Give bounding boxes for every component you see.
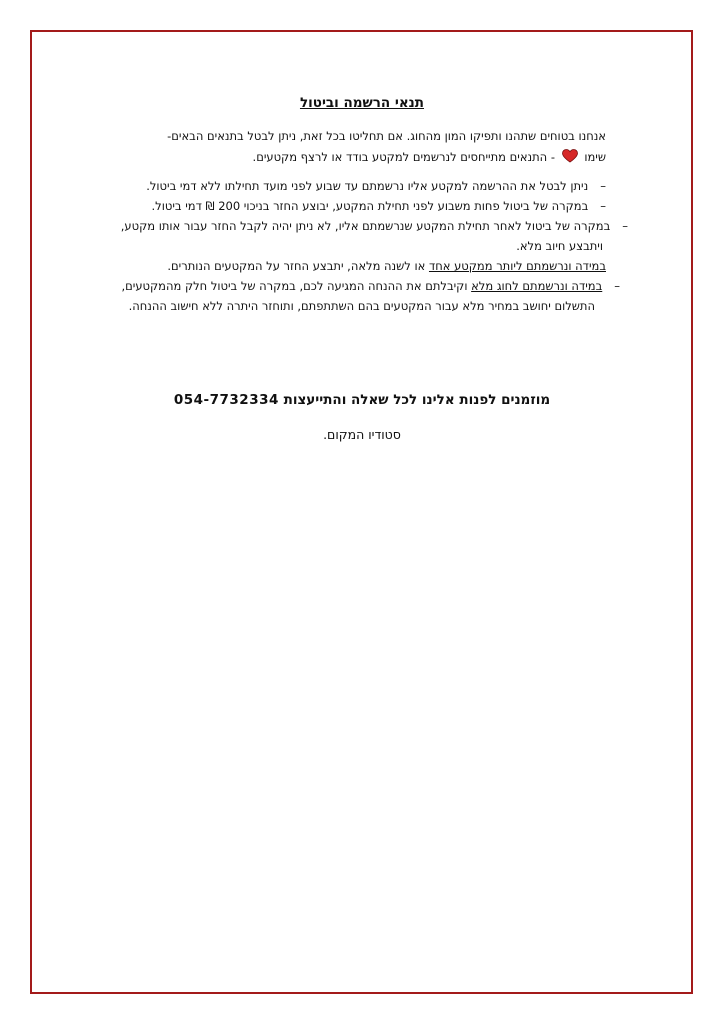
- multi-segment-note: [167, 256, 606, 276]
- list-item-continuation: ויתבצע חיוב מלא.: [516, 239, 603, 253]
- multi-segment-rest: או לשנה מלאה, יתבצע החזר על המקטעים הנותרים.: [167, 259, 429, 273]
- list-item-continuation: התשלום יחושב במחיר מלא עבור המקטעים בהם השתתפתם, ותוחזר היתרה ללא חישוב ההנחה.: [128, 299, 595, 313]
- intro-line-1: אנחנו בטוחים שתהנו ותפיקו המון מהחוג. אם תחליטו בכל זאת, ניתן לבטל בתנאים הבאים-: [167, 129, 606, 143]
- full-course-underlined: במידה ונרשמתם לחוג מלא: [471, 279, 603, 293]
- full-course-rest: וקיבלתם את ההנחה המגיעה לכם, במקרה של ביטול חלק מהמקטעים,: [121, 279, 472, 293]
- list-item: [152, 196, 606, 216]
- bullet-dash: –: [600, 199, 606, 213]
- signature: סטודיו המקום.: [323, 427, 401, 442]
- contact-text: מוזמנים לפנות אלינו לכל שאלה והתייעצות: [283, 392, 551, 408]
- page-title: תנאי הרשמה וביטול: [299, 95, 425, 111]
- bullet-dash: –: [600, 179, 606, 193]
- bullet-dash: –: [614, 279, 620, 293]
- multi-segment-underlined: במידה ונרשמתם ליותר ממקטע אחד: [428, 259, 606, 273]
- list-item: [146, 176, 606, 196]
- list-item-text: במקרה של ביטול לאחר תחילת המקטע שנרשמתם אליו, לא ניתן יהיה לקבל החזר עבור אותו מקטע,: [120, 219, 611, 233]
- intro-line-2: [86, 146, 606, 168]
- contact-phone: 054-7732334: [173, 392, 279, 408]
- bullet-dash: –: [622, 219, 628, 233]
- list-item: [122, 276, 621, 296]
- page-border: [30, 30, 693, 994]
- contact-line: [0, 392, 724, 408]
- list-item-text: במקרה של ביטול פחות משבוע לפני תחילת המקטע, יבוצע החזר בניכוי 200 ₪ דמי ביטול.: [151, 199, 589, 213]
- list-item-text: ניתן לבטל את ההרשמה למקטע אליו נרשמתם עד שבוע לפני מועד תחילתו ללא דמי ביטול.: [146, 179, 589, 193]
- heart-icon: [562, 148, 578, 162]
- intro-note-text: - התנאים מתייחסים לנרשמים למקטע בודד או לרצף מקטעים.: [252, 150, 556, 164]
- list-item: [121, 216, 628, 236]
- intro-note-label: שימו: [584, 150, 606, 164]
